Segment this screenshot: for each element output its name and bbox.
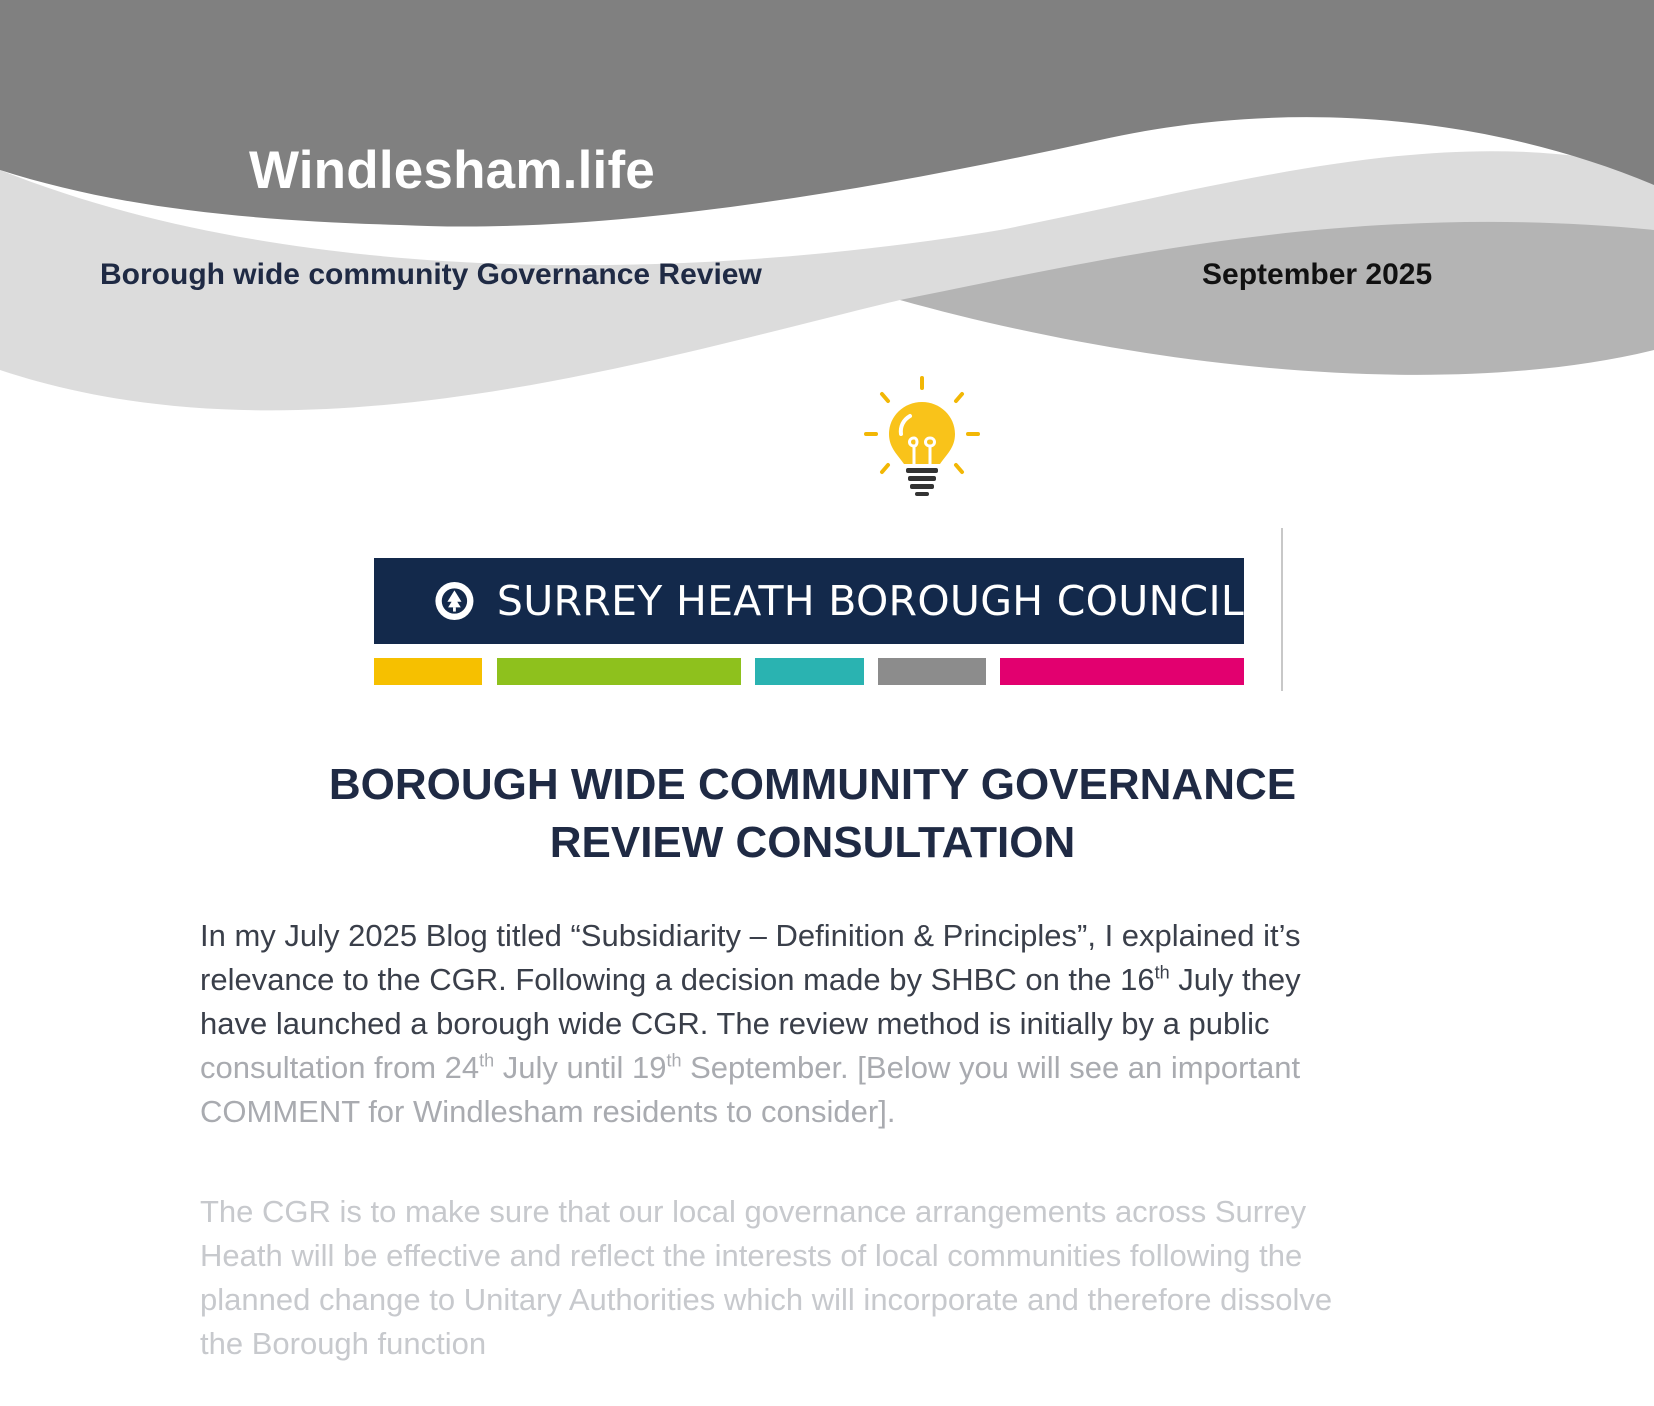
logo-divider bbox=[1281, 528, 1283, 691]
article-heading bbox=[0, 756, 1625, 872]
intro-line-1: In my July 2025 Blog titled “Subsidiarity – Definition & Principles”, I explained it’s bbox=[200, 918, 1301, 953]
intro-line-3: have launched a borough wide CGR. The review method is initially by a public bbox=[200, 1006, 1270, 1041]
issue-date: September 2025 bbox=[1202, 258, 1433, 291]
intro-line-5: COMMENT for Windlesham residents to consider]. bbox=[200, 1094, 896, 1129]
brand-stripe-magenta bbox=[1000, 658, 1244, 685]
lightbulb-icon bbox=[860, 372, 984, 502]
heading-line-1: BOROUGH WIDE COMMUNITY GOVERNANCE bbox=[328, 760, 1297, 809]
brand-stripe-grey bbox=[878, 658, 986, 685]
council-logo bbox=[374, 558, 1244, 688]
brand-stripe-yellow bbox=[374, 658, 482, 685]
cgr-paragraph bbox=[200, 1190, 1440, 1366]
cgr-line-1: The CGR is to make sure that our local governance arrangements across Surrey bbox=[200, 1194, 1307, 1229]
intro-paragraph bbox=[200, 914, 1440, 1134]
cgr-line-4: the Borough function bbox=[200, 1326, 487, 1361]
document-subtitle: Borough wide community Governance Review bbox=[100, 258, 762, 291]
site-title: Windlesham.life bbox=[249, 141, 655, 200]
intro-line-2: relevance to the CGR. Following a decision made by SHBC on the 16th July they bbox=[200, 962, 1301, 997]
council-name: SURREY HEATH BOROUGH COUNCIL bbox=[496, 577, 1244, 625]
council-seal-icon bbox=[434, 572, 475, 630]
cgr-line-2: Heath will be effective and reflect the interests of local communities following the bbox=[200, 1238, 1303, 1273]
header-wave-background bbox=[0, 0, 1654, 430]
council-logo-banner bbox=[374, 558, 1244, 644]
brand-stripe-green bbox=[497, 658, 741, 685]
heading-line-2: REVIEW CONSULTATION bbox=[549, 818, 1076, 867]
brand-stripe-teal bbox=[755, 658, 864, 685]
cgr-line-3: planned change to Unitary Authorities which will incorporate and therefore dissolve bbox=[200, 1282, 1333, 1317]
intro-line-4: consultation from 24th July until 19th September. [Below you will see an important bbox=[200, 1050, 1301, 1085]
